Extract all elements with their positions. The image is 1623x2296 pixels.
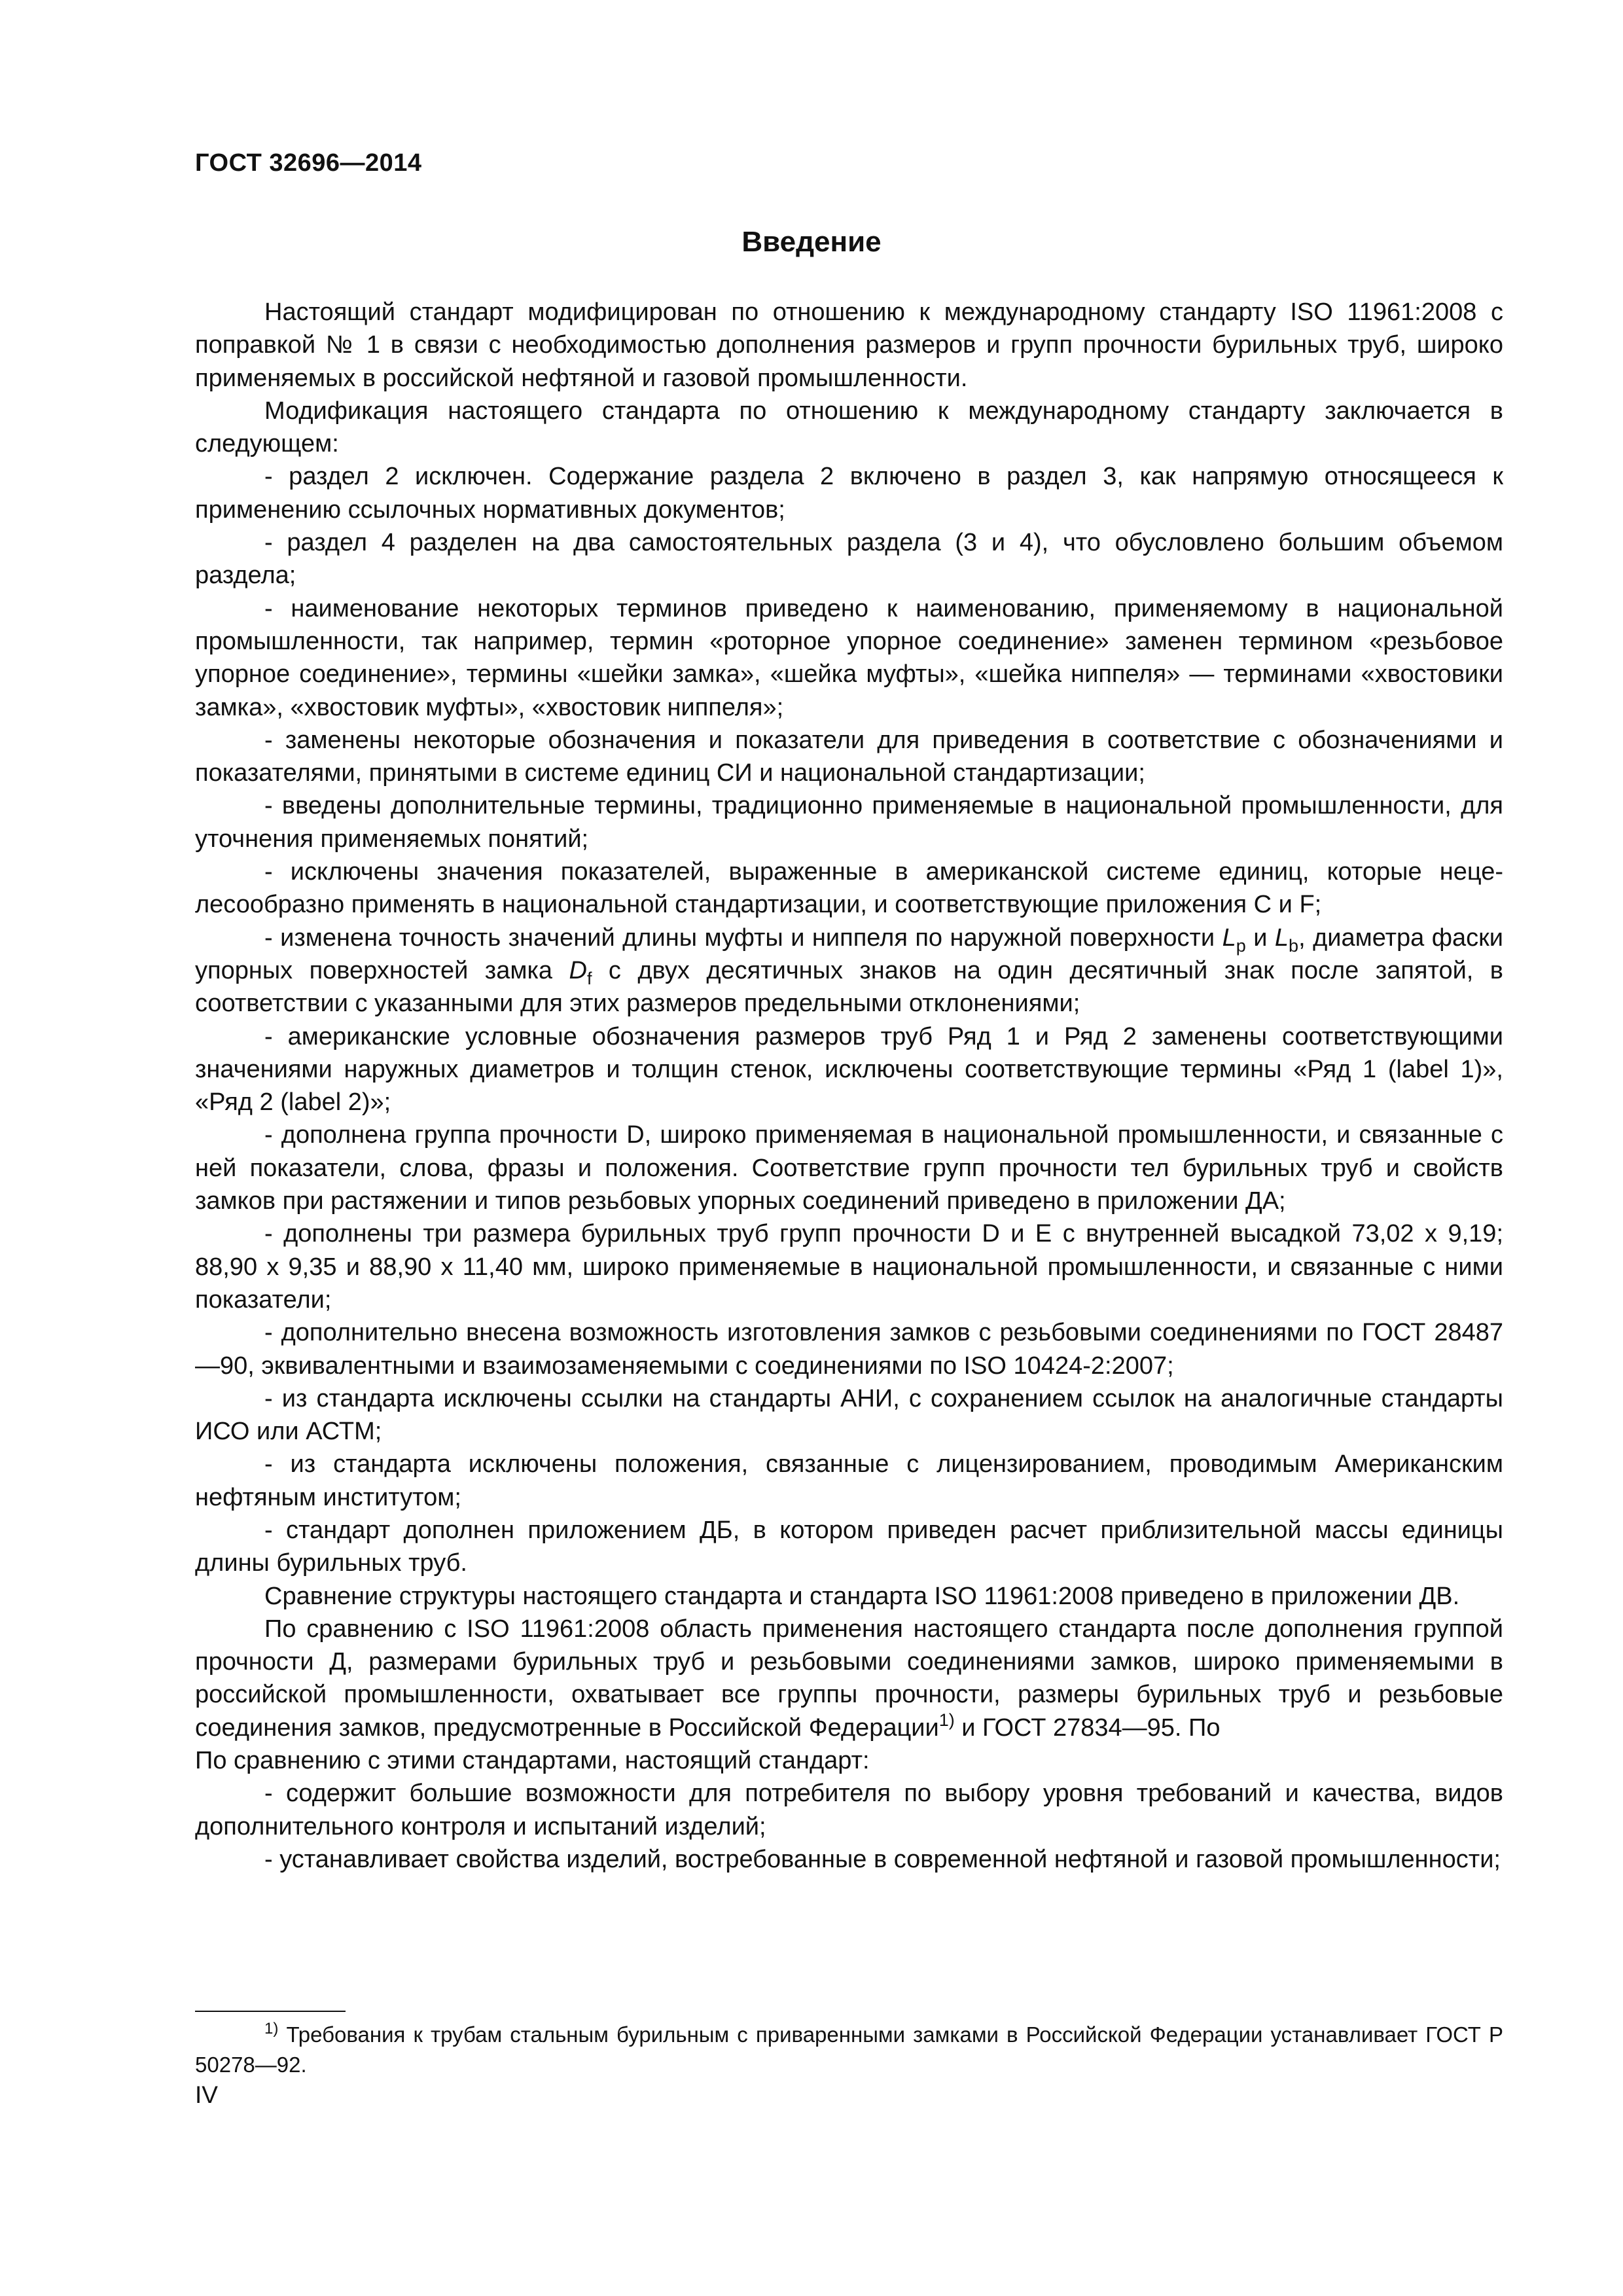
body-text [195, 296, 1503, 1876]
scope-comparison-paragraph [195, 1613, 1503, 1777]
list-item: - из стандарта исключены ссылки на стандарты АНИ, с сохранением ссылок на аналогичные стандарты ИСО или АСТМ; [195, 1384, 1503, 1446]
document-code: ГОСТ 32696—2014 [195, 149, 422, 177]
list-item: - из стандарта исключены положения, связанные с лицензированием, проводимым Американским нефтяным институтом; [195, 1450, 1503, 1511]
symbol-l: L [1274, 924, 1289, 952]
precision-text-1: - изменена точность значений длины муфты и ниппеля по наружной поверхности [264, 924, 1222, 952]
footnote-marker: 1) [264, 2020, 279, 2037]
list-item: - дополнены три размера бурильных труб групп прочности D и E с внутренней высадкой 73,02 x 9,19; 88,90 x 9,35 и 88,90 x 11,40 мм, широко применяемые в национальной промышленности, и связанные с ними показатели; [195, 1220, 1503, 1314]
scope-text-3: По сравнению с этими стандартами, настоящий стандарт: [195, 1747, 870, 1775]
list-item: - заменены некоторые обозначения и показатели для приведения в соответствие с обозначениями и показателями, принятыми в системе единиц СИ и национальной стандартизации; [195, 726, 1503, 787]
footnote [195, 2020, 1503, 2080]
subscript-b: b [1289, 935, 1299, 956]
list-item: - раздел 4 разделен на два самостоятельных раздела (3 и 4), что обусловлено большим объемом раздела; [195, 529, 1503, 590]
list-item: - дополнительно внесена возможность изготовления замков с резьбовыми соединениями по ГОСТ 28487—90, эквивалентными и взаимозаменяемыми с соединениями по ISO 10424-2:2007; [195, 1319, 1503, 1380]
precision-text-2: , диаметра фаски упорных поверхностей замка [195, 924, 1504, 984]
list-item-precision [195, 922, 1503, 1020]
subscript-p: p [1236, 935, 1246, 956]
footnote-text: Требования к трубам стальным бурильным с приваренными замками в Российской Федерации устанавливает ГОСТ Р 50278—92. [195, 2022, 1503, 2077]
list-item: - содержит большие возможности для потребителя по выбору уровня требований и качества, видов дополнительного контроля и испытаний изделий; [195, 1780, 1503, 1840]
list-item: - устанавливает свойства изделий, востребованные в современной нефтяной и газовой промышленности; [264, 1845, 1501, 1873]
footnote-paragraph [195, 2020, 1503, 2080]
list-item: - исключены значения показателей, выраженные в американской системе единиц, которые нецелесообразно применять в национальной стандартизации, и соответствующие приложения C и F; [195, 858, 1503, 919]
footnote-reference: 1) [938, 1710, 955, 1730]
footnote-divider [195, 2011, 346, 2012]
list-item: - наименование некоторых терминов приведено к наименованию, применяемому в национальной промышленности, так например, термин «роторное упорное соединение» заменен термином «резьбовое упорное соединение», термины «шейки замка», «шейка муфты», «шейка ниппеля» — терминами «хвостовики замка», «хвостовик муфты», «хвостовик ниппеля»; [195, 594, 1503, 721]
conjunction: и [1245, 924, 1275, 952]
symbol-l: L [1222, 924, 1236, 952]
scope-text-2: и ГОСТ 27834—95. По [954, 1713, 1221, 1742]
list-item: - дополнена группа прочности D, широко применяемая в национальной промышленности, и связанные с ней показатели, слова, фразы и положения. Соответствие групп прочности тел бурильных труб и свойств замков при растяжении и типов резьбовых упорных соединений приведено в приложении ДА; [195, 1121, 1503, 1215]
page-title: Введение [741, 226, 882, 258]
intro-paragraph: Настоящий стандарт модифицирован по отношению к международному стандарту ISO 11961:2008 с поправкой № 1 в связи с необходимостью дополнения размеров и групп прочности бурильных труб, широко применяемых в российской нефтяной и газовой промышленности. [195, 298, 1503, 392]
structure-comparison-paragraph: Сравнение структуры настоящего стандарта и стандарта ISO 11961:2008 приведено в приложении ДВ. [264, 1582, 1460, 1610]
scope-text-1: По сравнению с ISO 11961:2008 область применения настоящего стандарта после дополнения группой прочности Д, размерами бурильных труб и резьбовыми соединениями замков, широко применяемыми в российской промышленности, охватывает все группы прочности, размеры бурильных труб и резьбовые соединения замков, предусмотренные в Российской Федерации [195, 1615, 1503, 1742]
list-item: - стандарт дополнен приложением ДБ, в котором приведен расчет приблизительной массы единицы длины бурильных труб. [195, 1516, 1503, 1577]
symbol-d: D [569, 956, 587, 984]
list-item: - введены дополнительные термины, традиционно применяемые в национальной промышленности, для уточнения применяемых понятий; [195, 792, 1503, 853]
list-item: - американские условные обозначения размеров труб Ряд 1 и Ряд 2 заменены соответствующими значениями наружных диаметров и толщин стенок, исключены соответствующие термины «Ряд 1 (label 1)», «Ряд 2 (label 2)»; [195, 1022, 1503, 1117]
subscript-f: f [586, 968, 592, 988]
list-item: - раздел 2 исключен. Содержание раздела 2 включено в раздел 3, как напрямую относящееся к применению ссылочных нормативных документов; [195, 463, 1503, 524]
page-number: IV [195, 2081, 218, 2108]
precision-text-3: с двух десятичных знаков на один десятичный знак после запятой, в соответствии с указанными для этих размеров предельными отклонениями; [195, 956, 1503, 1018]
modification-intro: Модификация настоящего стандарта по отношению к международному стандарту заключается в следующем: [195, 397, 1503, 458]
